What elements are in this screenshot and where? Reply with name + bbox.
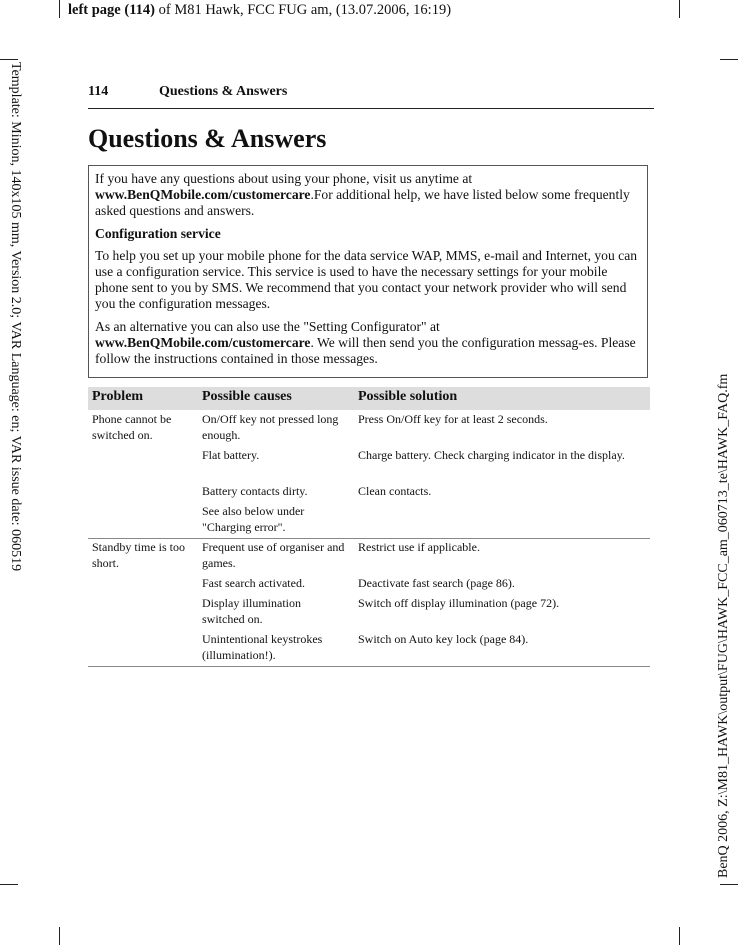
config-service-heading: Configuration service [95,226,221,241]
solution-cell: Charge battery. Check charging indicator in the display. [358,448,625,462]
configurator-text: As an alternative you can also use the "Setting Configurator" at [95,319,440,334]
cause-cell: Unintentional keystrokes (illumination!). [202,632,323,662]
solution-cell: Restrict use if applicable. [358,540,480,554]
problem-cell: Phone cannot be switched on. [92,412,172,442]
header-problem: Problem [92,389,144,404]
running-header [88,82,654,109]
crop-mark [679,0,680,18]
document-header [68,2,451,19]
problem-cell: Standby time is too short. [92,540,185,570]
row-divider [88,666,650,667]
crop-mark [720,59,738,60]
header-solution: Possible solution [358,389,458,404]
solution-cell: Deactivate fast search (page 86). [358,576,515,590]
customercare-link[interactable]: www.BenQMobile.com/customercare [95,187,311,202]
table-header-row [88,387,650,410]
running-title: Questions & Answers [159,84,288,99]
cause-cell: See also below under "Charging error". [202,504,305,534]
crop-mark [720,884,738,885]
cause-cell: Fast search activated. [202,576,305,590]
page-number: 114 [88,84,109,99]
intro-text: If you have any questions about using your phone, visit us anytime at [95,171,473,186]
solution-cell: Clean contacts. [358,484,432,498]
customercare-link-2[interactable]: www.BenQMobile.com/customercare [95,335,311,350]
header-causes: Possible causes [202,389,292,404]
row-divider [88,538,650,539]
solution-cell: Switch on Auto key lock (page 84). [358,632,529,646]
intro-paragraph [95,171,641,219]
page-title: Questions & Answers [88,124,327,153]
solution-cell: Switch off display illumination (page 72). [358,596,560,610]
cause-cell: On/Off key not pressed long enough. [202,412,339,442]
cause-cell: Display illumination switched on. [202,596,301,626]
crop-mark [679,927,680,945]
cause-cell: Frequent use of organiser and games. [202,540,345,570]
template-info-text: Template: Minion, 140x105 mm, Version 2.0; VAR Language: en; VAR issue date: 060519 [8,62,23,572]
crop-mark [0,884,18,885]
crop-mark [0,59,18,60]
crop-mark [59,0,60,18]
configurator-text-cont: . We will then send you the configuration messag-es. Please follow the instructions contained in those messages. [95,335,636,366]
crop-mark [59,927,60,945]
solution-cell: Press On/Off key for at least 2 seconds. [358,412,548,426]
document-header-page: left page (114) [68,2,155,18]
configurator-paragraph [95,319,641,367]
cause-cell: Flat battery. [202,448,260,462]
intro-text-cont: .For additional help, we have listed below some frequently asked questions and answers. [95,187,630,218]
cause-cell: Battery contacts dirty. [202,484,308,498]
config-service-paragraph: To help you set up your mobile phone for the data service WAP, MMS, e-mail and Internet, you can use a configuration service. This service is used to have the necessary settings for your mobile phone sent to you by SMS. We recommend that you contact your network provider who will send you the configuration messages. [95,248,638,311]
info-box [88,165,648,378]
document-header-info: of M81 Hawk, FCC FUG am, (13.07.2006, 16:19) [154,2,452,18]
file-path-text: BenQ 2006, Z:\M81_HAWK\output\FUG\HAWK_FCC_am_060713_te\HAWK_FAQ.fm [716,373,731,878]
